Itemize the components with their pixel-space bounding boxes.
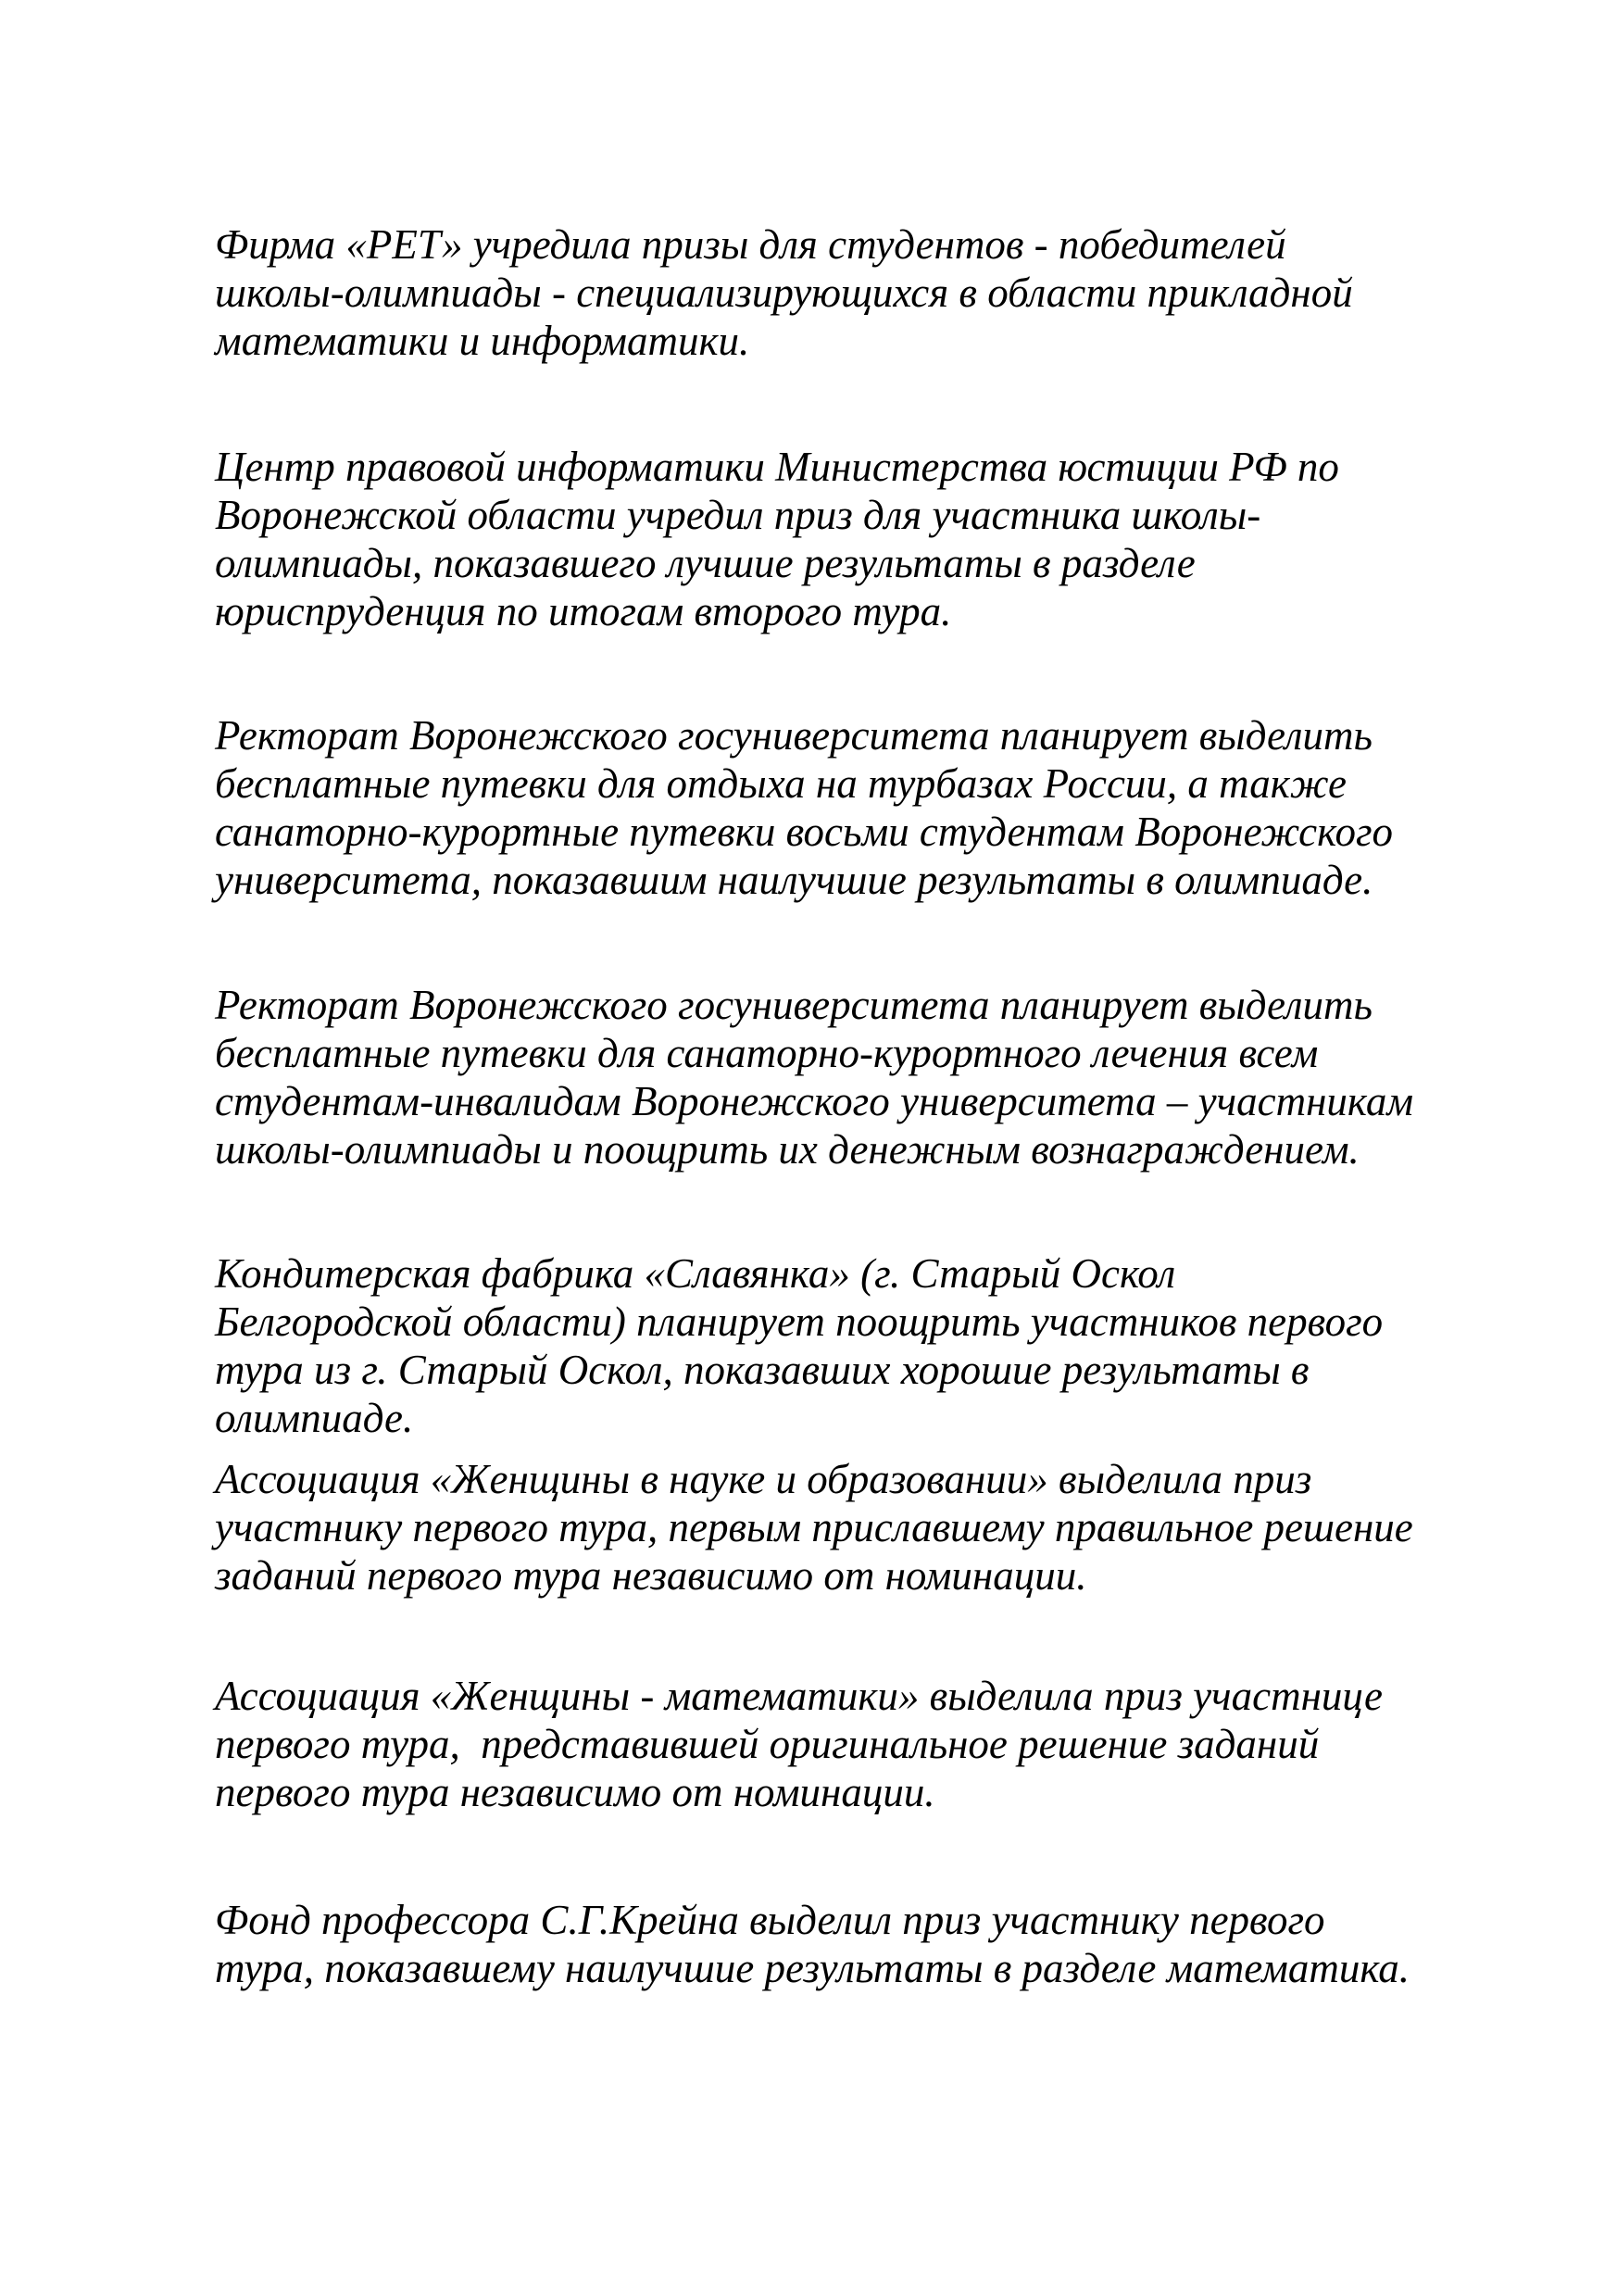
text-line: Ректорат Воронежского госуниверситета планирует выделить [215, 982, 1373, 1028]
text-line: санаторно-курортные путевки восьми студентам Воронежского [215, 809, 1394, 855]
text-line: школы-олимпиады и поощрить их денежным вознаграждением. [215, 1126, 1360, 1173]
text-line: олимпиаде. [215, 1395, 414, 1441]
text-line: заданий первого тура независимо от номинации. [215, 1552, 1087, 1599]
text-line: первого тура, представившей оригинальное решение заданий [215, 1721, 1320, 1767]
text-line: Кондитерская фабрика «Славянка» (г. Старый Оскол [215, 1250, 1176, 1297]
text-line: Белгородской области) планирует поощрить участников первого [215, 1299, 1384, 1345]
text-line: бесплатные путевки для отдыха на турбазах России, а также [215, 760, 1348, 807]
text-line: участнику первого тура, первым приславшему правильное решение [215, 1504, 1413, 1550]
text-line: Фирма «РЕТ» учредила призы для студентов - победителей [215, 221, 1286, 268]
paragraph-slavyanka-factory [215, 1249, 1511, 1442]
text-line: Центр правовой информатики Министерства юстиции РФ по [215, 444, 1339, 490]
text-line: школы-олимпиады - специализирующихся в области прикладной [215, 270, 1353, 316]
text-line: олимпиады, показавшего лучшие результаты в разделе [215, 540, 1196, 586]
paragraph-ret-prizes [215, 220, 1511, 365]
paragraph-women-in-science [215, 1455, 1511, 1600]
paragraph-krein-fund [215, 1896, 1511, 1992]
text-line: Ассоциация «Женщины в науке и образовании» выделила приз [215, 1456, 1312, 1502]
text-line: Ассоциация «Женщины - математики» выделила приз участнице [215, 1673, 1384, 1719]
text-line: бесплатные путевки для санаторно-курортного лечения всем [215, 1030, 1319, 1076]
text-line: тура, показавшему наилучшие результаты в разделе математика. [215, 1945, 1410, 1991]
text-line: первого тура независимо от номинации. [215, 1769, 935, 1815]
paragraph-rectorate-treatment [215, 981, 1511, 1173]
text-line: Воронежской области учредил приз для участника школы- [215, 492, 1261, 538]
text-line: тура из г. Старый Оскол, показавших хорошие результаты в [215, 1347, 1310, 1393]
paragraph-rectorate-vouchers [215, 711, 1511, 904]
text-line: университета, показавшим наилучшие результаты в олимпиаде. [215, 857, 1373, 903]
text-line: математики и информатики. [215, 318, 750, 364]
text-line: Ректорат Воронежского госуниверситета планирует выделить [215, 712, 1373, 759]
text-line: студентам-инвалидам Воронежского университета – участникам [215, 1078, 1414, 1124]
text-line: Фонд профессора С.Г.Крейна выделил приз участнику первого [215, 1897, 1325, 1943]
paragraph-women-mathematicians [215, 1672, 1511, 1816]
text-line: юриспруденция по итогам второго тура. [215, 588, 952, 634]
paragraph-legal-informatics-center [215, 443, 1511, 635]
